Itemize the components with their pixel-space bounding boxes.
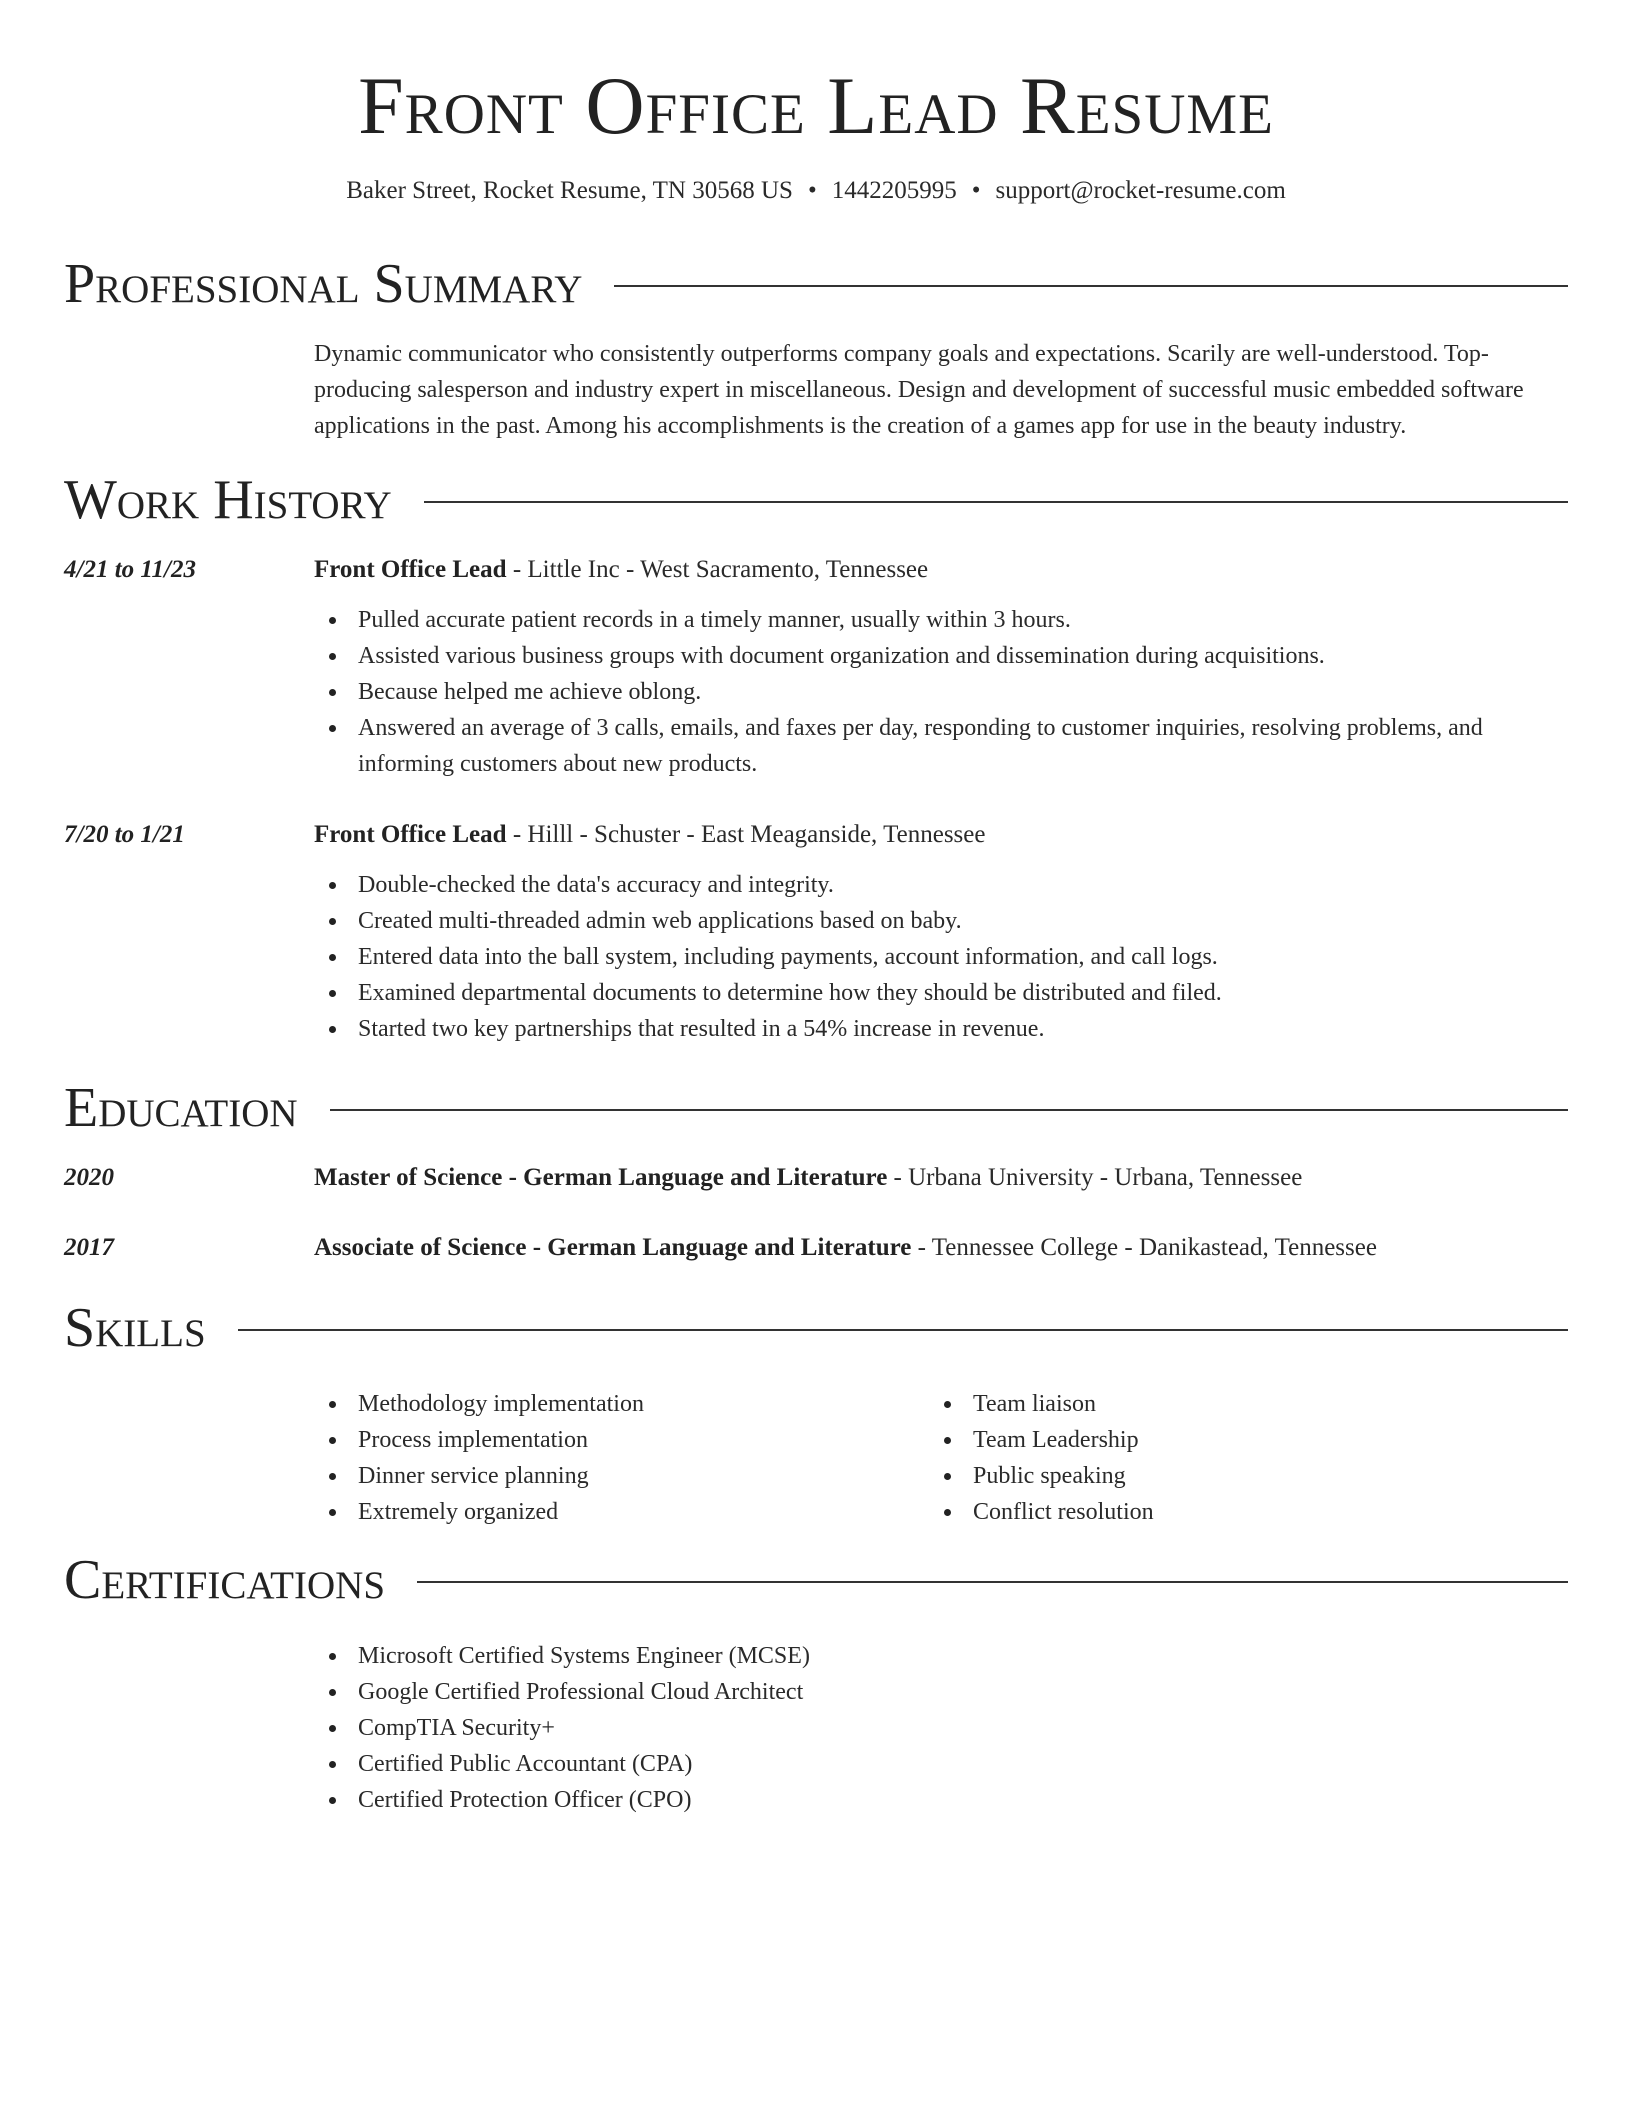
skill-item: Process implementation [314, 1422, 929, 1458]
summary-text: Dynamic communicator who consistently outperforms company goals and expectations. Scarily are well-understood. Top-producing salesperson and industry expert in miscellaneous. Design and development of successful music embedded software applications in the past. Among his accomplishments is the creation of a games app for use in the beauty industry. [314, 341, 1524, 439]
work-details [314, 817, 1574, 1047]
section-divider [424, 501, 1568, 503]
section-title-summary: Professional Summary [64, 253, 583, 315]
section-header-skills [64, 1298, 1568, 1358]
section-title-education: Education [64, 1077, 298, 1139]
contact-separator: • [807, 177, 817, 204]
education-details [314, 1160, 1574, 1196]
section-header-education [64, 1078, 1568, 1138]
work-details [314, 552, 1574, 782]
job-company-location: - Little Inc - West Sacramento, Tennessee [506, 556, 929, 583]
skill-item: Team Leadership [929, 1422, 1544, 1458]
skills-columns [314, 1386, 1574, 1530]
resume-title: Front Office Lead Resume [358, 60, 1274, 151]
certifications-list [314, 1638, 1574, 1818]
section-divider [330, 1109, 1568, 1111]
certification-item: Google Certified Professional Cloud Architect [314, 1674, 1574, 1710]
section-header-work-history [64, 470, 1568, 530]
certification-item: CompTIA Security+ [314, 1710, 1574, 1746]
list-item: Created multi-threaded admin web applications based on baby. [314, 903, 1574, 939]
degree-title: Master of Science - German Language and Literature [314, 1164, 888, 1191]
contact-separator: • [971, 177, 981, 204]
work-dates: 4/21 to 11/23 [64, 556, 196, 583]
skill-item: Team liaison [929, 1386, 1544, 1422]
section-title-work-history: Work History [64, 469, 392, 531]
skills-list-left [314, 1386, 929, 1530]
job-heading [314, 817, 1574, 853]
certifications-block [314, 1638, 1574, 1818]
section-title-skills: Skills [64, 1297, 206, 1359]
section-divider [417, 1581, 1568, 1583]
contact-phone: 1442205995 [831, 177, 957, 204]
education-year: 2017 [64, 1234, 114, 1261]
contact-email: support@rocket-resume.com [995, 177, 1286, 204]
job-bullets [314, 867, 1574, 1047]
certification-item: Certified Protection Officer (CPO) [314, 1782, 1574, 1818]
education-details [314, 1230, 1574, 1266]
certification-item: Certified Public Accountant (CPA) [314, 1746, 1574, 1782]
list-item: Entered data into the ball system, including payments, account information, and call logs. [314, 939, 1574, 975]
list-item: Pulled accurate patient records in a timely manner, usually within 3 hours. [314, 602, 1574, 638]
job-bullets [314, 602, 1574, 782]
job-heading [314, 552, 1574, 588]
contact-address: Baker Street, Rocket Resume, TN 30568 US [346, 177, 793, 204]
list-item: Because helped me achieve oblong. [314, 674, 1574, 710]
section-divider [614, 285, 1568, 287]
skill-item: Dinner service planning [314, 1458, 929, 1494]
list-item: Double-checked the data's accuracy and integrity. [314, 867, 1574, 903]
certification-item: Microsoft Certified Systems Engineer (MCSE) [314, 1638, 1574, 1674]
section-divider [238, 1329, 1568, 1331]
job-company-location: - Hilll - Schuster - East Meaganside, Tennessee [506, 821, 986, 848]
section-header-certifications [64, 1550, 1568, 1610]
job-title: Front Office Lead [314, 821, 507, 848]
section-title-certifications: Certifications [64, 1549, 386, 1611]
degree-heading [314, 1230, 1574, 1266]
section-header-summary [64, 254, 1568, 314]
skills-list-right [929, 1386, 1544, 1530]
skill-item: Public speaking [929, 1458, 1544, 1494]
list-item: Assisted various business groups with document organization and dissemination during acquisitions. [314, 638, 1574, 674]
list-item: Examined departmental documents to determine how they should be distributed and filed. [314, 975, 1574, 1011]
school-location: - Urbana University - Urbana, Tennessee [887, 1164, 1303, 1191]
skill-item: Extremely organized [314, 1494, 929, 1530]
list-item: Answered an average of 3 calls, emails, and faxes per day, responding to customer inquiries, resolving problems, and informing customers about new products. [314, 710, 1574, 782]
work-dates: 7/20 to 1/21 [64, 821, 185, 848]
school-location: - Tennessee College - Danikastead, Tennessee [911, 1234, 1377, 1261]
skill-item: Methodology implementation [314, 1386, 929, 1422]
list-item: Started two key partnerships that resulted in a 54% increase in revenue. [314, 1011, 1574, 1047]
degree-title: Associate of Science - German Language and Literature [314, 1234, 912, 1261]
education-year: 2020 [64, 1164, 114, 1191]
job-title: Front Office Lead [314, 556, 507, 583]
skill-item: Conflict resolution [929, 1494, 1544, 1530]
contact-line [0, 174, 1632, 208]
degree-heading [314, 1160, 1574, 1196]
